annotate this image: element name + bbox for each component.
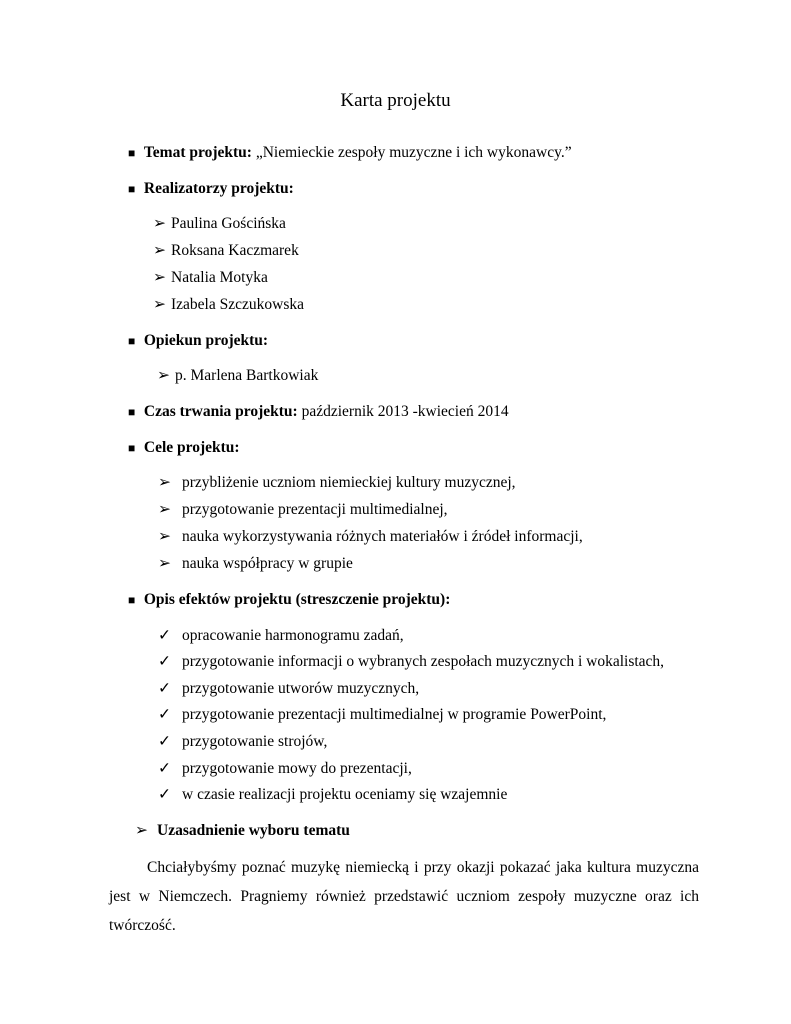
list-item: ➢ Izabela Szczukowska <box>153 296 304 313</box>
square-bullet-icon: ■ <box>128 441 136 455</box>
arrow-bullet-icon: ➢ <box>158 501 171 518</box>
arrow-bullet-icon: ➢ <box>158 528 171 545</box>
arrow-bullet-icon: ➢ <box>153 242 166 259</box>
checkmark-icon: ✓ <box>158 760 171 777</box>
list-item: ➢ przybliżenie uczniom niemieckiej kultury muzycznej, <box>158 474 516 491</box>
arrow-bullet-icon: ➢ <box>135 822 148 839</box>
list-item: ➢ nauka współpracy w grupie <box>158 555 353 572</box>
goals-heading <box>128 438 240 458</box>
authors-heading <box>128 179 294 199</box>
checkmark-icon: ✓ <box>158 680 171 697</box>
list-item: ✓ przygotowanie informacji o wybranych zespołach muzycznych i wokalistach, <box>158 653 665 670</box>
checkmark-icon: ✓ <box>158 733 171 750</box>
checkmark-icon: ✓ <box>158 786 171 803</box>
effects-label: Opis efektów projektu (streszczenie projektu): <box>143 591 451 608</box>
authors-label: Realizatorzy projektu: <box>143 180 294 197</box>
checkmark-icon: ✓ <box>158 653 171 670</box>
duration-line <box>128 402 509 422</box>
supervisor-value: p. Marlena Bartkowiak <box>175 367 319 384</box>
supervisor-label: Opiekun projektu: <box>143 332 269 349</box>
page-title: Karta projektu <box>340 90 451 111</box>
arrow-bullet-icon: ➢ <box>153 269 166 286</box>
list-item <box>157 366 318 386</box>
list-item: ➢ Paulina Gościńska <box>153 215 286 232</box>
list-item: ✓ przygotowanie utworów muzycznych, <box>158 680 420 697</box>
topic-line <box>128 143 572 163</box>
list-item: ✓ w czasie realizacji projektu oceniamy się wzajemnie <box>158 786 508 803</box>
duration-label: Czas trwania projektu: <box>143 403 298 420</box>
topic-label: Temat projektu: <box>143 144 252 161</box>
list-item: ➢ Natalia Motyka <box>153 269 268 286</box>
square-bullet-icon: ■ <box>128 593 136 607</box>
arrow-bullet-icon: ➢ <box>158 474 171 491</box>
topic-value: „Niemieckie zespoły muzyczne i ich wykonawcy.” <box>255 144 572 161</box>
square-bullet-icon: ■ <box>128 334 136 348</box>
square-bullet-icon: ■ <box>128 405 136 419</box>
arrow-bullet-icon: ➢ <box>153 296 166 313</box>
justification-heading <box>135 821 350 841</box>
square-bullet-icon: ■ <box>128 146 136 160</box>
justification-label: Uzasadnienie wyboru tematu <box>157 822 350 839</box>
effects-heading <box>128 590 450 610</box>
square-bullet-icon: ■ <box>128 182 136 196</box>
list-item: ➢ Roksana Kaczmarek <box>153 242 299 259</box>
list-item: ➢ przygotowanie prezentacji multimedialnej, <box>158 501 448 518</box>
checkmark-icon: ✓ <box>158 627 171 644</box>
list-item: ➢ nauka wykorzystywania różnych materiałów i źródeł informacji, <box>158 528 583 545</box>
goals-label: Cele projektu: <box>143 439 240 456</box>
list-item: ✓ przygotowanie mowy do prezentacji, <box>158 760 412 777</box>
arrow-bullet-icon: ➢ <box>157 367 170 384</box>
supervisor-heading <box>128 331 268 351</box>
list-item: ✓ przygotowanie strojów, <box>158 733 328 750</box>
duration-value: październik 2013 -kwiecień 2014 <box>301 403 509 420</box>
arrow-bullet-icon: ➢ <box>153 215 166 232</box>
checkmark-icon: ✓ <box>158 706 171 723</box>
list-item: ✓ opracowanie harmonogramu zadań, <box>158 627 404 644</box>
list-item: ✓ przygotowanie prezentacji multimedialnej w programie PowerPoint, <box>158 706 607 723</box>
justification-paragraph: Chciałybyśmy poznać muzykę niemiecką i przy okazji pokazać jaka kultura muzyczna jest w Niemczech. Pragniemy również przedstawić uczniom zespoły muzyczne oraz ich twórczość. <box>109 859 699 934</box>
arrow-bullet-icon: ➢ <box>158 555 171 572</box>
